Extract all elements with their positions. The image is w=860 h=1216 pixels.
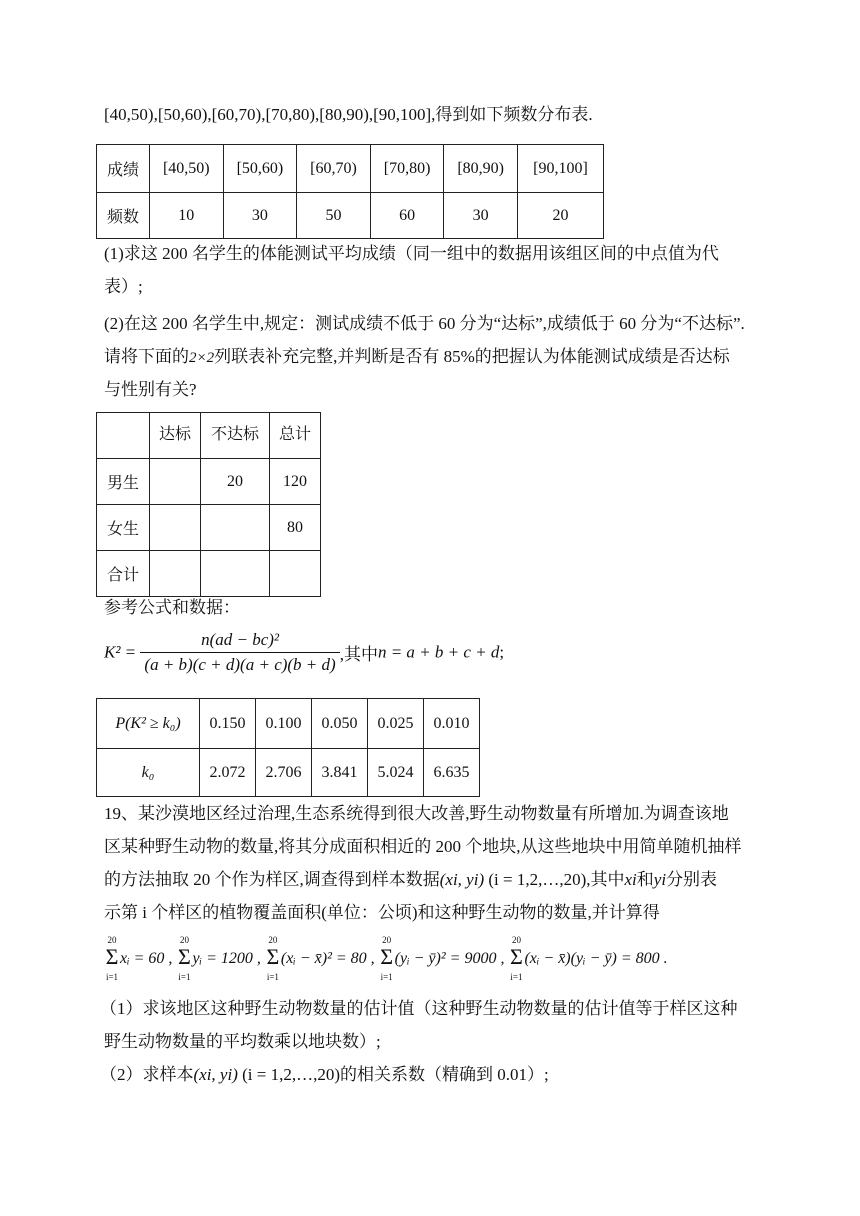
critical-k-cell: 2.706 bbox=[256, 749, 312, 797]
formula-tail: ,其中 bbox=[339, 645, 378, 664]
frequency-table-row-counts bbox=[97, 193, 604, 239]
formula-fraction bbox=[140, 630, 339, 675]
question-2-line-2 bbox=[104, 346, 730, 369]
critical-value-table bbox=[96, 698, 480, 797]
sigma-icon: 20 Σ i=1 bbox=[178, 935, 191, 982]
reference-label: 参考公式和数据： bbox=[104, 598, 240, 617]
sub-question-2-tail: (i = 1,2,…,20)的相关系数（精确到 0.01）; bbox=[242, 1065, 549, 1084]
sigma-icon: 20 Σ i=1 bbox=[510, 935, 523, 982]
question-1-line-2: 表）; bbox=[104, 277, 143, 296]
frequency-table bbox=[96, 144, 604, 239]
problem-19-and: 和 bbox=[636, 870, 654, 889]
contingency-corner-cell bbox=[97, 413, 150, 459]
critical-p-cell: 0.010 bbox=[424, 699, 480, 749]
critical-k-header: k₀ bbox=[97, 749, 200, 797]
problem-19-text-end: 分别表 bbox=[666, 870, 718, 889]
freq-interval-cell: [80,90) bbox=[444, 145, 518, 193]
problem-19-line-4: 示第 i 个样区的植物覆盖面积(单位：公顷)和这种野生动物的数量,并计算得 bbox=[104, 903, 660, 922]
contingency-cell bbox=[150, 505, 201, 551]
contingency-row bbox=[97, 551, 321, 597]
critical-p-cell: 0.150 bbox=[200, 699, 256, 749]
contingency-cell bbox=[201, 551, 270, 597]
contingency-cell bbox=[201, 505, 270, 551]
contingency-row bbox=[97, 505, 321, 551]
question-2-line-1: (2)在这 200 名学生中,规定：测试成绩不低于 60 分为“达标”,成绩低于 60 分为“不达标”. bbox=[104, 314, 745, 333]
sub-question-2-text: （2）求样本 bbox=[100, 1065, 194, 1084]
problem-19-yi: yi bbox=[653, 870, 667, 889]
freq-interval-cell: [40,50) bbox=[150, 145, 224, 193]
sigma-icon: 20 Σ i=1 bbox=[380, 935, 394, 982]
question-1-line-1: (1)求这 200 名学生的体能测试平均成绩（同一组中的数据用该组区间的中点值为代 bbox=[104, 244, 719, 263]
critical-k-cell: 6.635 bbox=[424, 749, 480, 797]
contingency-cell bbox=[270, 551, 321, 597]
formula-denominator: (a + b)(c + d)(a + c)(b + d) bbox=[144, 655, 336, 674]
problem-19-text: 的方法抽取 20 个作为样区,调查得到样本数据 bbox=[104, 870, 440, 889]
question-2-text-a: 请将下面的 bbox=[104, 347, 189, 366]
contingency-cell: 80 bbox=[270, 505, 321, 551]
problem-19-line-2: 区某种野生动物的数量,将其分成面积相近的 200 个地块,从这些地块中用简单随机抽样 bbox=[104, 837, 742, 856]
sub-question-2-math: (xi, yi) bbox=[193, 1065, 238, 1084]
contingency-cell: 20 bbox=[201, 459, 270, 505]
sum-5: (xᵢ − x̄)(yᵢ − ȳ) = 800 . bbox=[524, 950, 668, 968]
critical-k-cell: 3.841 bbox=[312, 749, 368, 797]
sub-question-2 bbox=[100, 1064, 549, 1086]
contingency-row bbox=[97, 459, 321, 505]
intervals-line: [40,50),[50,60),[60,70),[70,80),[80,90),[90,100],得到如下频数分布表. bbox=[104, 105, 593, 124]
sub-question-1-line-2: 野生动物数量的平均数乘以地块数）; bbox=[104, 1032, 381, 1051]
freq-row-header: 频数 bbox=[97, 193, 150, 239]
contingency-row-label: 女生 bbox=[97, 505, 150, 551]
sub-question-1-line-1: （1）求该地区这种野生动物数量的估计值（这种野生动物数量的估计值等于样区这种 bbox=[100, 999, 738, 1018]
critical-p-header: P(K² ≥ k₀) bbox=[97, 699, 200, 749]
freq-interval-cell: [60,70) bbox=[297, 145, 371, 193]
contingency-cell bbox=[150, 551, 201, 597]
sigma-icon: 20 Σ i=1 bbox=[105, 935, 119, 982]
critical-k-cell: 2.072 bbox=[200, 749, 256, 797]
critical-table-k-row bbox=[97, 749, 480, 797]
freq-interval-cell: [90,100] bbox=[517, 145, 603, 193]
problem-19-math: (xi, yi) bbox=[439, 870, 485, 889]
freq-count-cell: 10 bbox=[150, 193, 224, 239]
summation-line bbox=[104, 935, 668, 982]
problem-19-xi: xi bbox=[624, 870, 637, 889]
frequency-table-row-intervals bbox=[97, 145, 604, 193]
freq-count-cell: 20 bbox=[517, 193, 603, 239]
problem-19-index: (i = 1,2,…,20),其中 bbox=[488, 870, 625, 889]
contingency-row-label: 男生 bbox=[97, 459, 150, 505]
question-2-math: 2×2 bbox=[189, 350, 215, 366]
contingency-table bbox=[96, 412, 321, 597]
freq-count-cell: 30 bbox=[223, 193, 297, 239]
freq-interval-cell: [70,80) bbox=[370, 145, 444, 193]
sigma-icon: 20 Σ i=1 bbox=[266, 935, 280, 982]
formula-n-definition: n = a + b + c + d bbox=[377, 642, 500, 662]
contingency-cell bbox=[150, 459, 201, 505]
sum-3: (xᵢ − x̄)² = 80 , bbox=[280, 950, 375, 968]
contingency-header-row bbox=[97, 413, 321, 459]
formula-numerator: n(ad − bc)² bbox=[140, 630, 339, 653]
freq-row-header: 成绩 bbox=[97, 145, 150, 193]
sum-4: (yᵢ − ȳ)² = 9000 , bbox=[394, 950, 505, 968]
problem-19-line-3 bbox=[104, 869, 717, 891]
sum-1: xᵢ = 60 , bbox=[120, 950, 173, 968]
freq-count-cell: 50 bbox=[297, 193, 371, 239]
contingency-header-cell: 达标 bbox=[150, 413, 201, 459]
formula-lhs: K² = bbox=[104, 642, 137, 662]
freq-interval-cell: [50,60) bbox=[223, 145, 297, 193]
contingency-row-label: 合计 bbox=[97, 551, 150, 597]
critical-p-cell: 0.100 bbox=[256, 699, 312, 749]
contingency-header-cell: 不达标 bbox=[201, 413, 270, 459]
question-2-line-3: 与性别有关? bbox=[104, 380, 197, 399]
contingency-cell: 120 bbox=[270, 459, 321, 505]
critical-k-cell: 5.024 bbox=[368, 749, 424, 797]
question-2-text-b: 列联表补充完整,并判断是否有 85%的把握认为体能测试成绩是否达标 bbox=[214, 347, 730, 366]
freq-count-cell: 30 bbox=[444, 193, 518, 239]
critical-table-p-row bbox=[97, 699, 480, 749]
problem-19-line-1: 19、某沙漠地区经过治理,生态系统得到很大改善,野生动物数量有所增加.为调查该地 bbox=[104, 804, 729, 823]
sum-2: yᵢ = 1200 , bbox=[192, 950, 261, 968]
freq-count-cell: 60 bbox=[370, 193, 444, 239]
contingency-header-cell: 总计 bbox=[270, 413, 321, 459]
critical-p-cell: 0.025 bbox=[368, 699, 424, 749]
formula-end: ; bbox=[499, 642, 505, 662]
chi-square-formula bbox=[104, 630, 504, 675]
critical-p-cell: 0.050 bbox=[312, 699, 368, 749]
